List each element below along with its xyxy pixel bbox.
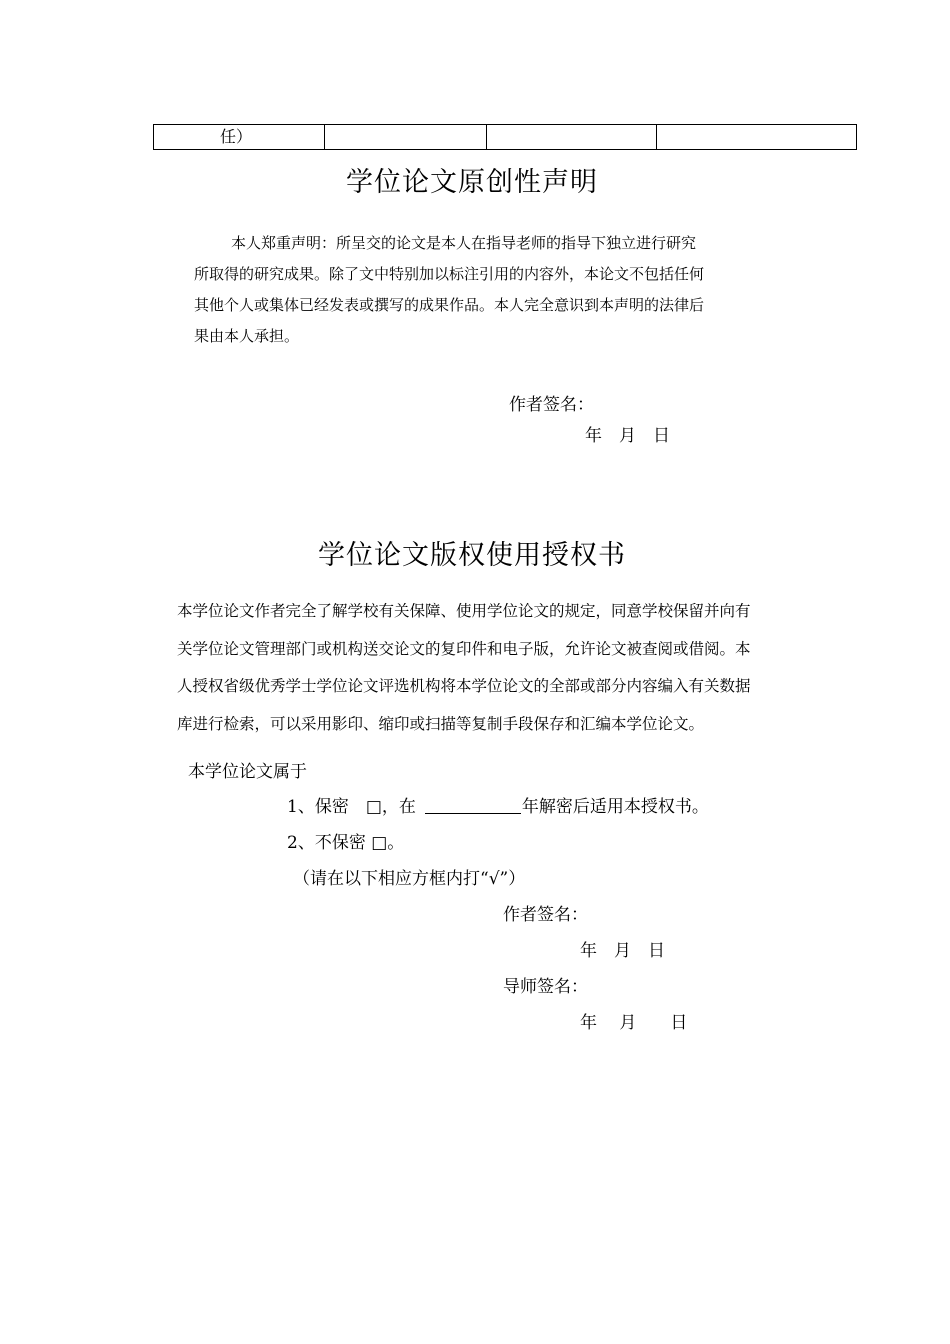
- copyright-paragraph: [177, 593, 751, 743]
- paragraph-line: 果由本人承担。: [194, 327, 300, 345]
- table-cell: [487, 125, 657, 150]
- author-signature-label: 作者签名：: [503, 905, 588, 925]
- copyright-title: 学位论文版权使用授权书: [318, 540, 626, 571]
- paragraph-line: 关学位论文管理部门或机构送交论文的复印件和电子版，允许论文被查阅或借阅。本: [177, 639, 751, 658]
- table-cell: 任）: [154, 125, 325, 150]
- table-row: [154, 125, 857, 150]
- advisor-signature-label: 导师签名：: [503, 977, 588, 997]
- option-not-confidential: 2、不保密 □。: [287, 833, 405, 853]
- paragraph-line: 所取得的研究成果。除了文中特别加以标注引用的内容外，本论文不包括任何: [194, 265, 705, 283]
- signature-date: 年 月 日: [580, 941, 665, 961]
- table-cell: [657, 125, 857, 150]
- table-fragment: [153, 124, 857, 150]
- paragraph-line: 人授权省级优秀学士学位论文评选机构将本学位论文的全部或部分内容编入有关数据: [177, 677, 751, 695]
- year-blank-field: [425, 795, 521, 814]
- table-cell: [325, 125, 487, 150]
- belongs-label: 本学位论文属于: [188, 762, 307, 782]
- paragraph-line: 库进行检索，可以采用影印、缩印或扫描等复制手段保存和汇编本学位论文。: [177, 714, 705, 733]
- paragraph-line: 本人郑重声明：所呈交的论文是本人在指导老师的指导下独立进行研究: [231, 234, 697, 252]
- option-confidential-suffix: 年解密后适用本授权书。: [521, 797, 709, 817]
- instruction-note: （请在以下相应方框内打“√”）: [293, 869, 526, 889]
- originality-paragraph: [194, 228, 704, 352]
- signature-date: 年 月 日: [585, 426, 670, 446]
- originality-title: 学位论文原创性声明: [346, 167, 598, 198]
- option-confidential-label: 1、保密 □，在: [287, 797, 416, 817]
- author-signature-label: 作者签名：: [509, 395, 594, 415]
- paragraph-line: 其他个人或集体已经发表或撰写的成果作品。本人完全意识到本声明的法律后: [194, 296, 705, 314]
- option-confidential: [287, 792, 709, 817]
- paragraph-line: 本学位论文作者完全了解学校有关保障、使用学位论文的规定，同意学校保留并向有: [177, 602, 751, 620]
- signature-date: 年 月 日: [580, 1013, 688, 1033]
